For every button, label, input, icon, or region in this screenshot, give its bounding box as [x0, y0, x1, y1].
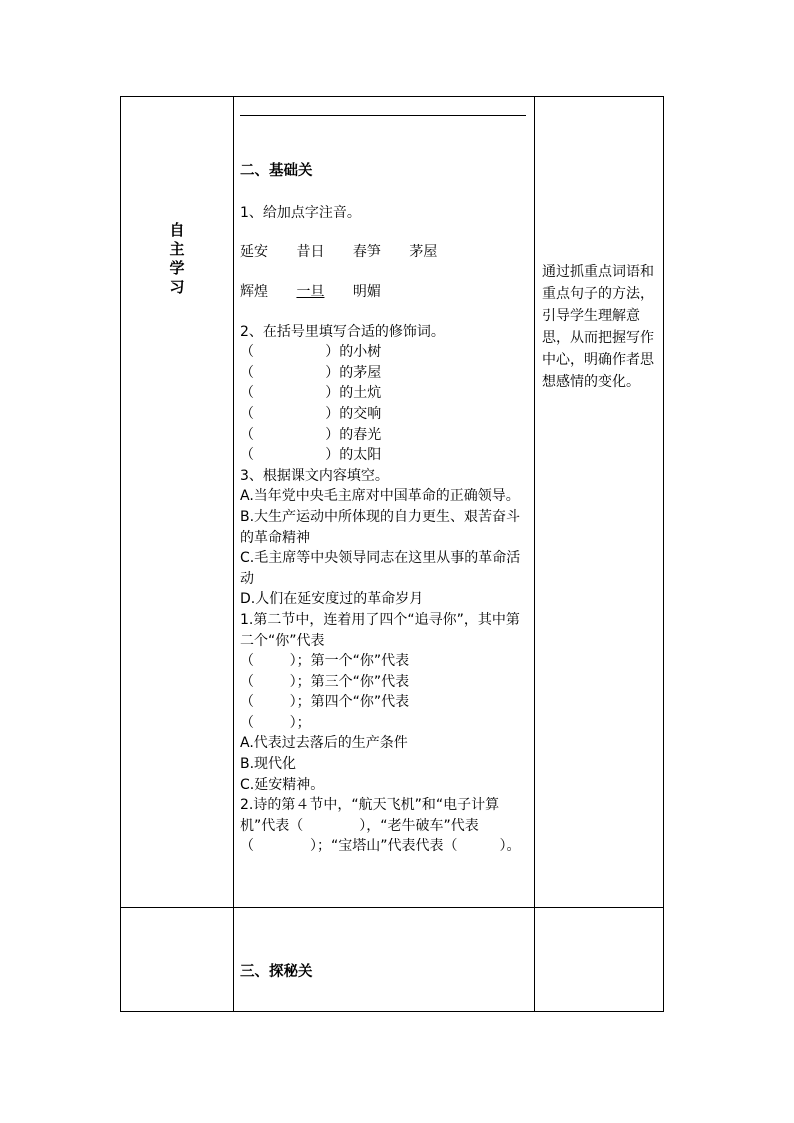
q1-words-row2: 辉煌 一旦 明媚	[240, 283, 381, 300]
q3-option-a: A.当年党中央毛主席对中国革命的正确领导。	[240, 488, 520, 505]
explore-row	[121, 908, 664, 1012]
q3-text: 3、根据课文内容填空。	[240, 467, 389, 484]
self-study-row	[121, 97, 664, 908]
note-cell	[535, 97, 664, 908]
q3-option2-a: A.代表过去落后的生产条件	[240, 735, 408, 752]
q1-text: 1、给加点字注音。	[240, 205, 361, 221]
content-cell: 二、基础关 1、给加点字注音。 延安 昔日 春笋 茅屋 辉煌 一旦 明媚 2、在括号里填写合适的修饰词。 （ ）的小树 （ ）的茅屋 （ ）的土炕 （ ）的交响 （ ）的春光 （ ）的太阳 3、根据课文内容填空。 A.当年党中央毛主席对中国革命的正确领导。 B.大生产运动中所体现的自力更生、艰苦奋斗的革命精神 C.毛主席等中央领导同志在这里从事的革命活动 D.人们在延安度过的革命岁月 1.第二节中，连着用了四个“追寻你”，其中第二个“你”代表 （ ）；第一个“你”代表 （ ）；第三个“你”代表 （ ）；第四个“你”代表 （ ）； A.代表过去落后的生产条件 B.现代化 C.延安精神。 2.诗的第４节中，“航天飞机”和“电子计算机”代表（ ），“老牛破车”代表（ ）；“宝塔山”代表代表（ ）。	[234, 97, 535, 908]
q3-option2-c: C.延安精神。	[240, 776, 325, 793]
q1-words-row1: 延安 昔日 春笋 茅屋	[240, 243, 438, 260]
teaching-note: 通过抓重点词语和重点句子的方法，引导学生理解意思，从而把握写作中心，明确作者思想感情的变化。	[542, 264, 654, 390]
row2-content-cell	[234, 908, 535, 1012]
self-study-label: 自 主 学 习	[169, 221, 185, 296]
q3-option2-b: B.现代化	[240, 756, 297, 773]
q3-option-d: D.人们在延安度过的革命岁月	[240, 591, 424, 608]
q2-items: （ ）的小树 （ ）的茅屋 （ ）的土炕 （ ）的交响 （ ）的春光 （ ）的太阳	[240, 344, 382, 464]
lesson-table	[120, 96, 664, 1012]
q3-option-c: C.毛主席等中央领导同志在这里从事的革命活动	[240, 550, 521, 587]
q3-option-b: B.大生产运动中所体现的自力更生、艰苦奋斗的革命精神	[240, 508, 521, 546]
top-rule	[240, 115, 526, 116]
row2-note-cell	[535, 908, 664, 1012]
q2-text: 2、在括号里填写合适的修饰词。	[240, 323, 445, 340]
row-label-cell	[121, 97, 234, 908]
section2-title: 二、基础关	[240, 163, 313, 179]
row2-label-cell	[121, 908, 234, 1012]
q3-sub1: 1.第二节中，连着用了四个“追寻你”，其中第二个“你”代表	[240, 611, 520, 649]
q3-sub2: 2.诗的第４节中，“航天飞机”和“电子计算机”代表（ ），“老牛破车”代表（ ）；“宝塔山”代表代表（ ）。	[240, 797, 521, 855]
section3-title: 三、探秘关	[240, 964, 313, 980]
